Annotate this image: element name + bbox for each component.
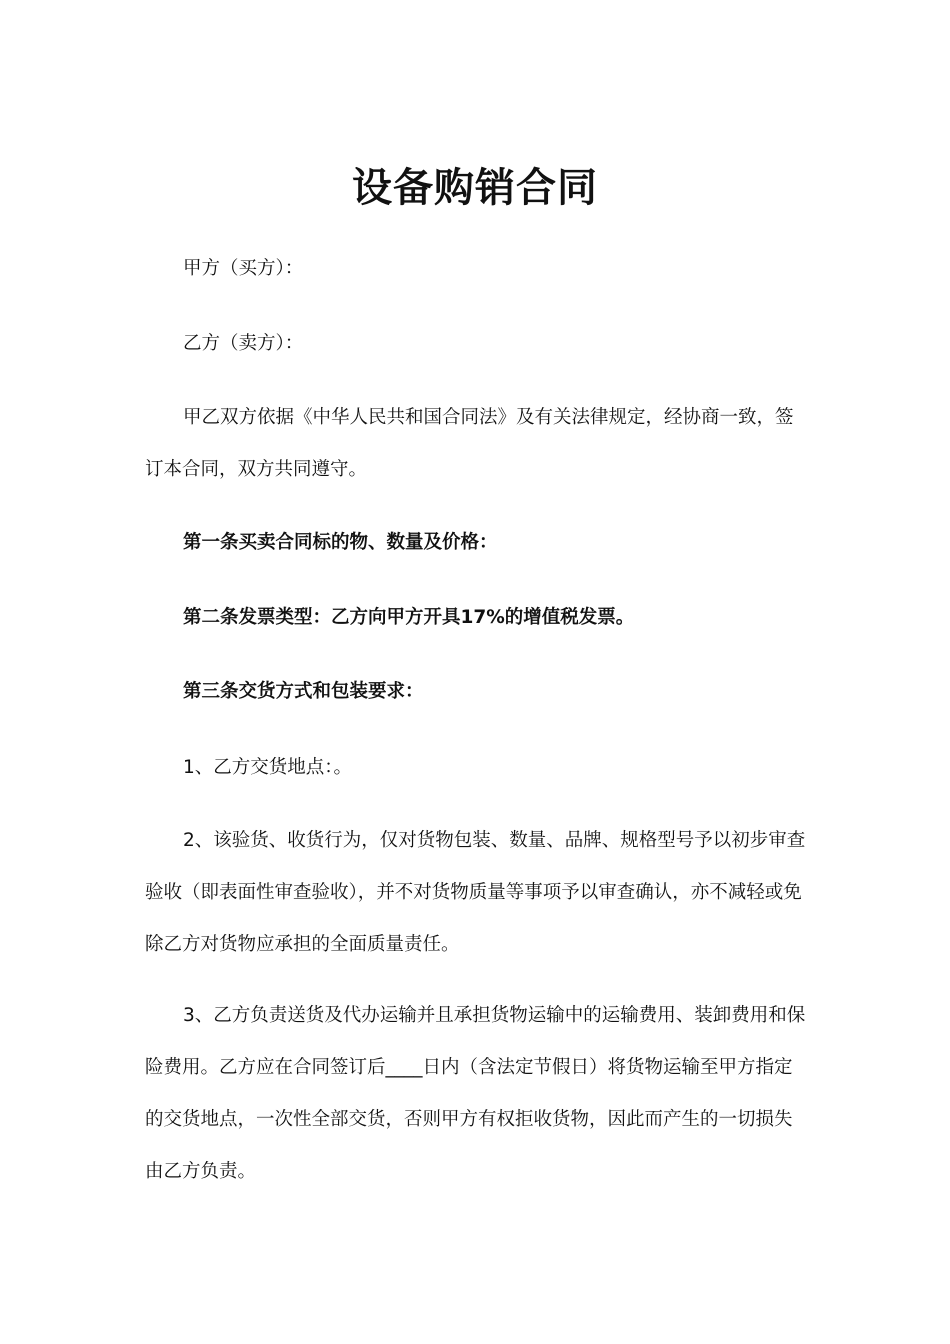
article-3-heading: 第三条交货方式和包装要求： [183,681,424,702]
item-1-paragraph: 1、乙方交货地点：。 [183,757,353,778]
item-3-paragraph: 3、乙方负责送货及代办运输并且承担货物运输中的运输费用、装卸费用和保险费用。乙方应在合同签订后____日内（含法定节假日）将货物运输至甲方指定的交货地点，一次性全部交货，否则甲方有权拒收货物，因此而产生的一切损失由乙方负责。 [145,1005,806,1182]
document-title: 设备购销合同 [352,165,598,211]
party-a-line: 甲方（买方）： [183,258,304,279]
article-1-heading: 第一条买卖合同标的物、数量及价格： [183,532,498,553]
article-2-heading: 第二条发票类型：乙方向甲方开具17%的增值税发票。 [183,607,635,628]
item-2-paragraph: 2、该验货、收货行为，仅对货物包装、数量、品牌、规格型号予以初步审查验收（即表面性审查验收），并不对货物质量等事项予以审查确认，亦不减轻或免除乙方对货物应承担的全面质量责任。 [145,830,806,955]
intro-paragraph: 甲乙双方依据《中华人民共和国合同法》及有关法律规定，经协商一致，签订本合同，双方共同遵守。 [145,407,794,480]
party-b-line: 乙方（卖方）： [183,333,304,354]
